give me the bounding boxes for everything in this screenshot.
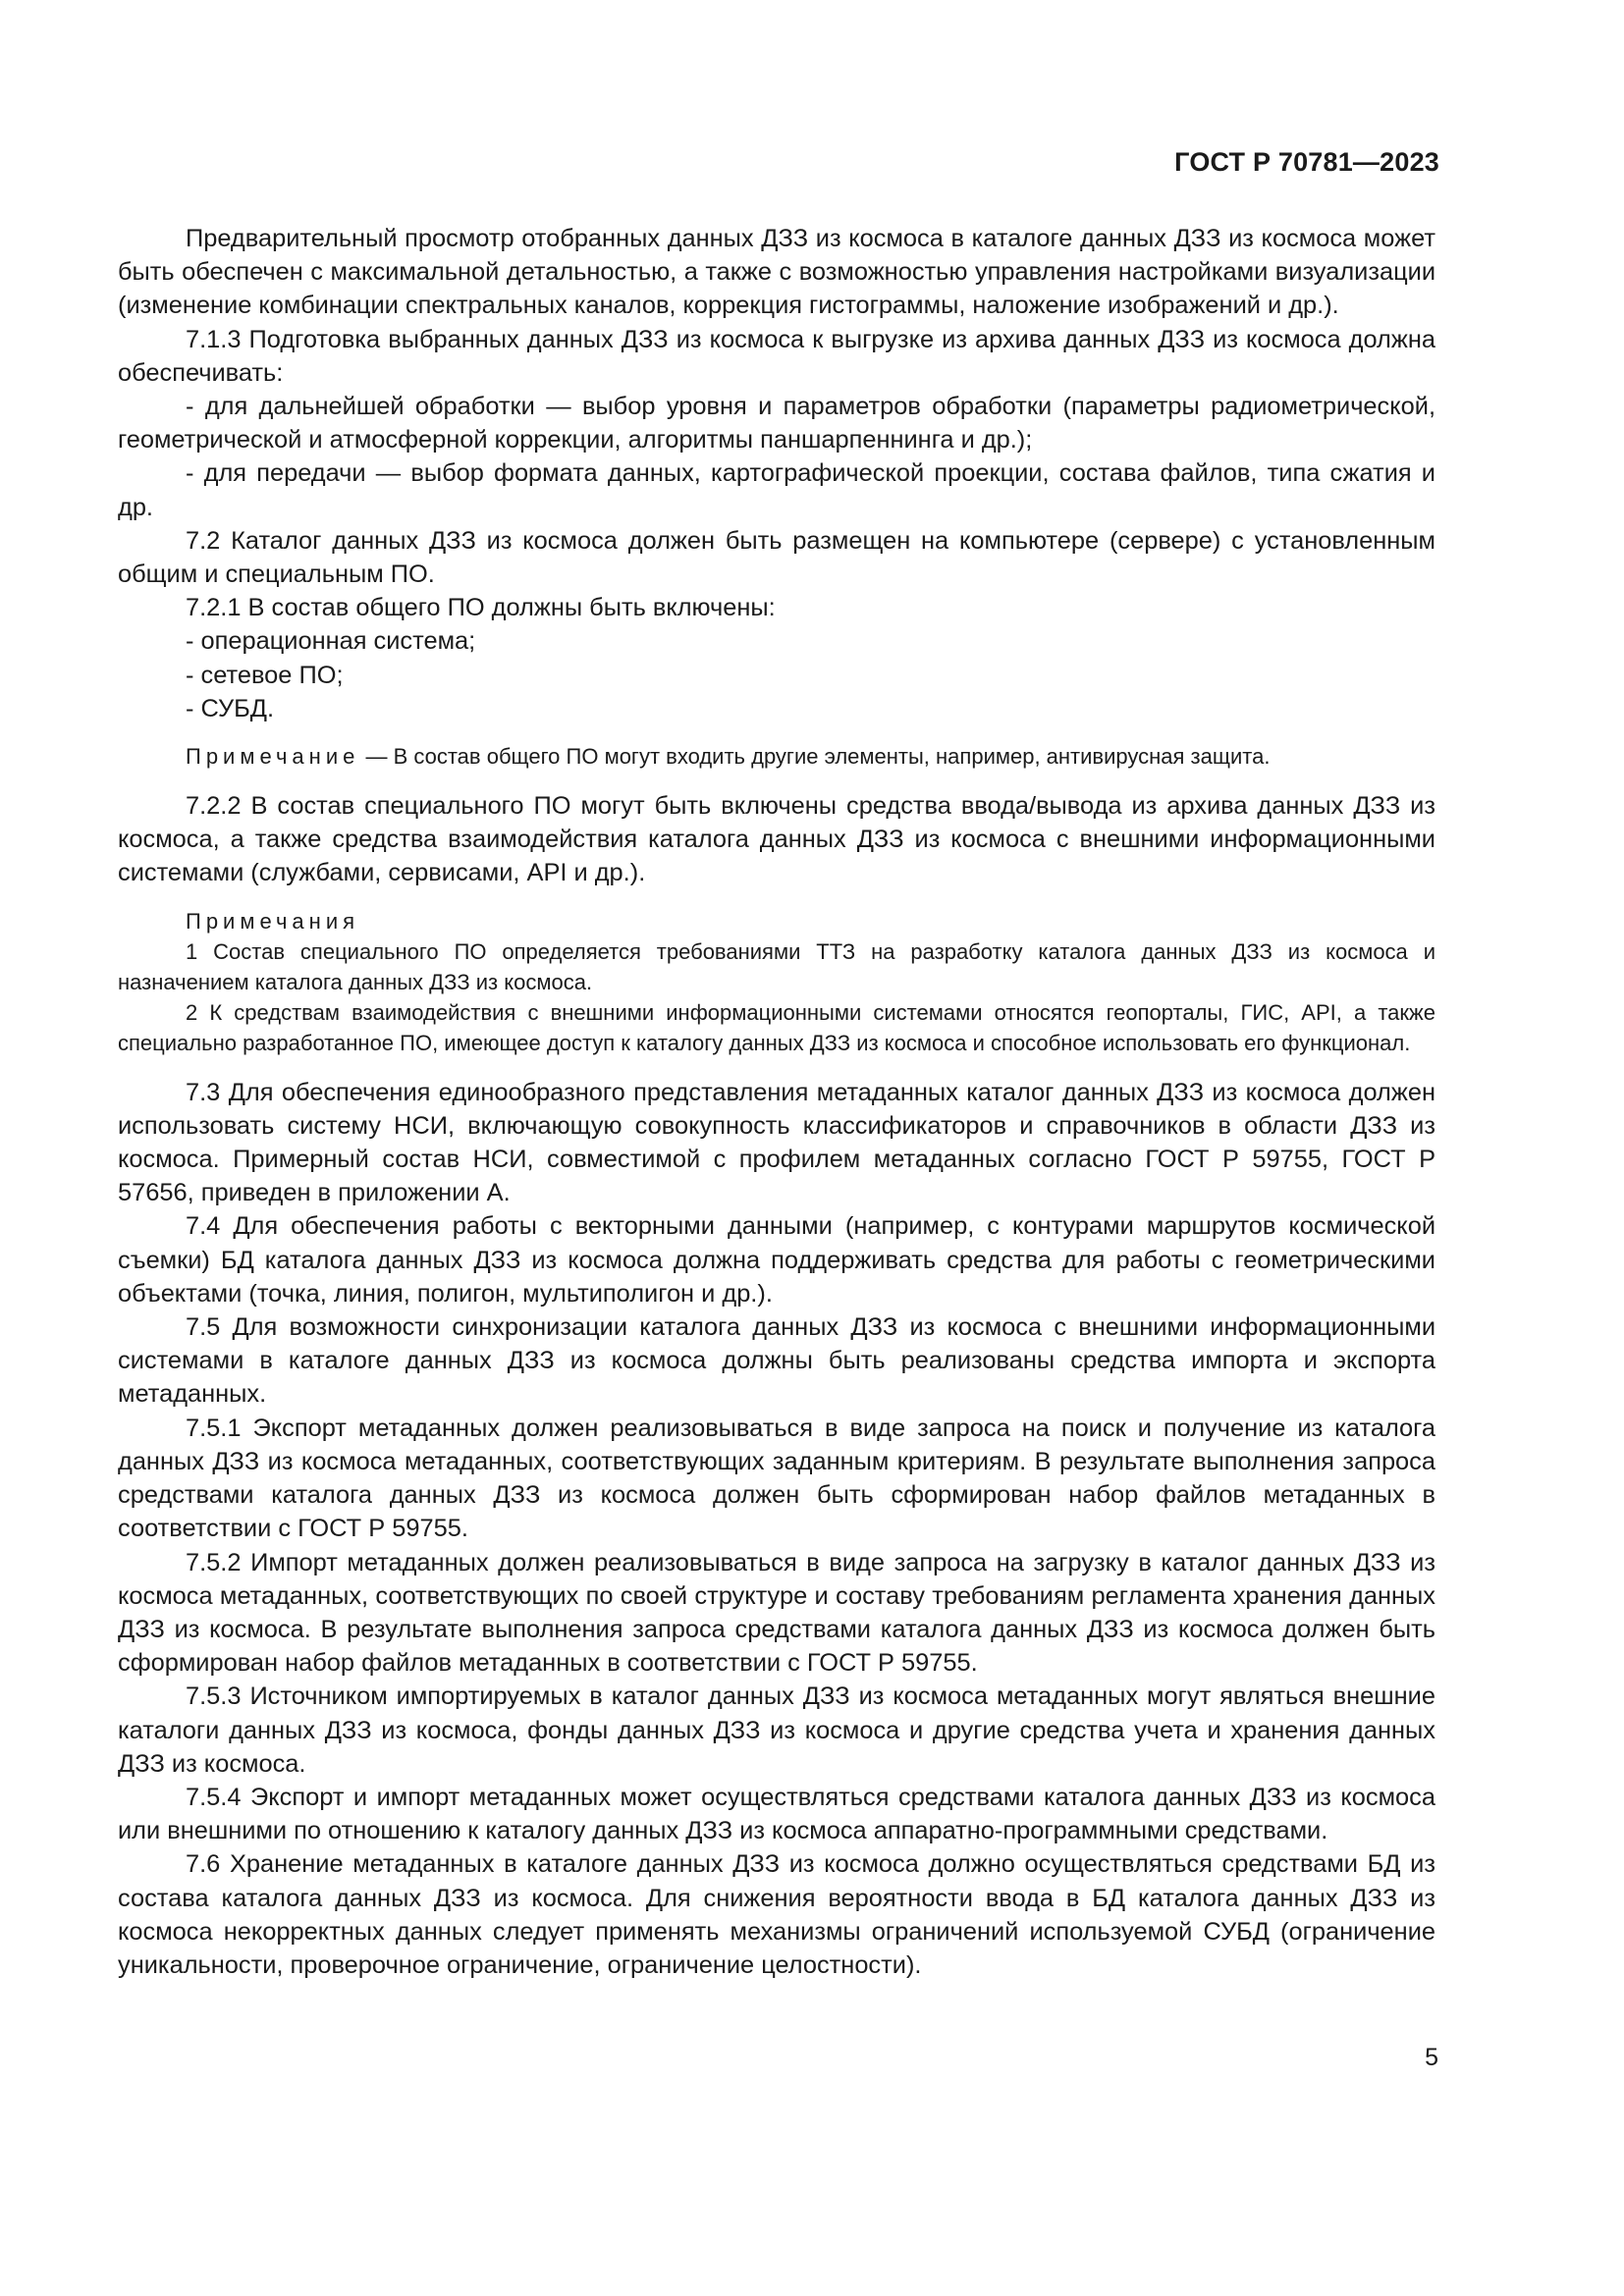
notes-title: Примечания (186, 908, 360, 934)
list-item-network: - сетевое ПО; (186, 661, 344, 689)
list-item-dbms: - СУБД. (186, 694, 275, 722)
list-item-transfer: - для передачи — выбор формата данных, картографической проекции, состава файлов, типа сжатия и др. (118, 459, 1435, 521)
document-body (118, 222, 1435, 1982)
paragraph-7-5-3: 7.5.3 Источником импортируемых в каталог данных ДЗЗ из космоса метаданных могут являться внешние каталоги данных ДЗЗ из космоса, фонды данных ДЗЗ из космоса и другие средства учета и хранения данных ДЗЗ из космоса. (118, 1682, 1435, 1778)
paragraph-7-2-2: 7.2.2 В состав специального ПО могут быть включены средства ввода/вывода из архива данных ДЗЗ из космоса, а также средства взаимодействия каталога данных ДЗЗ из космоса с внешними информационными системами (службами, сервисами, API и др.). (118, 792, 1435, 887)
paragraph-7-5-2: 7.5.2 Импорт метаданных должен реализовываться в виде запроса на загрузку в каталог данных ДЗЗ из космоса метаданных, соответствующих по своей структуре и составу требованиям регламента хранения данных ДЗЗ из космоса. В результате выполнения запроса средствами каталога данных ДЗЗ из космоса должен быть сформирован набор файлов метаданных в соответствии с ГОСТ Р 59755. (118, 1548, 1435, 1678)
paragraph-7-4: 7.4 Для обеспечения работы с векторными данными (например, с контурами маршрутов космической съемки) БД каталога данных ДЗЗ из космоса должна поддерживать средства для работы с геометрическими объектами (точка, линия, полигон, мультиполигон и др.). (118, 1212, 1435, 1308)
document-id-header: ГОСТ Р 70781—2023 (1174, 147, 1439, 177)
list-item-os: - операционная система; (186, 627, 476, 656)
paragraph-7-5: 7.5 Для возможности синхронизации каталога данных ДЗЗ из космоса с внешними информационными системами в каталоге данных ДЗЗ из космоса должны быть реализованы средства импорта и экспорта метаданных. (118, 1313, 1435, 1409)
note-label: Примечание (186, 744, 360, 770)
paragraph-7-2-1: 7.2.1 В состав общего ПО должны быть включены: (186, 594, 776, 622)
page-number: 5 (1425, 2044, 1438, 2071)
list-item-processing: - для дальнейшей обработки — выбор уровня и параметров обработки (параметры радиометрической, геометрической и атмосферной коррекции, алгоритмы паншарпеннинга и др.); (118, 393, 1435, 454)
paragraph-7-1-3: 7.1.3 Подготовка выбранных данных ДЗЗ из космоса к выгрузке из архива данных ДЗЗ из космоса должна обеспечивать: (118, 325, 1435, 387)
paragraph-7-5-1: 7.5.1 Экспорт метаданных должен реализовываться в виде запроса на поиск и получение из каталога данных ДЗЗ из космоса метаданных, соответствующих заданным критериям. В результате выполнения запроса средствами каталога данных ДЗЗ из космоса должен быть сформирован набор файлов метаданных в соответствии с ГОСТ Р 59755. (118, 1414, 1435, 1543)
paragraph-7-6: 7.6 Хранение метаданных в каталоге данных ДЗЗ из космоса должно осуществляться средствами БД из состава каталога данных ДЗЗ из космоса. Для снижения вероятности ввода в БД каталога данных ДЗЗ из космоса некорректных данных следует применять механизмы ограничений используемой СУБД (ограничение уникальности, проверочное ограничение, ограничение целостности). (118, 1850, 1435, 1979)
paragraph-7-5-4: 7.5.4 Экспорт и импорт метаданных может осуществляться средствами каталога данных ДЗЗ из космоса или внешними по отношению к каталогу данных ДЗЗ из космоса аппаратно-программными средствами. (118, 1783, 1435, 1845)
note-body: — В состав общего ПО могут входить другие элементы, например, антивирусная защита. (365, 744, 1271, 770)
note-general-software (118, 741, 1435, 772)
notes-special-software (118, 906, 1435, 1058)
note-text (118, 741, 1435, 772)
paragraph-preview: Предварительный просмотр отобранных данных ДЗЗ из космоса в каталоге данных ДЗЗ из космоса может быть обеспечен с максимальной детальностью, а также с возможностью управления настройками визуализации (изменение комбинации спектральных каналов, коррекция гистограммы, наложение изображений и др.). (118, 225, 1435, 320)
paragraph-7-3: 7.3 Для обеспечения единообразного представления метаданных каталог данных ДЗЗ из космоса должен использовать систему НСИ, включающую совокупность классификаторов и справочников в области ДЗЗ из космоса. Примерный состав НСИ, совместимой с профилем метаданных согласно ГОСТ Р 59755, ГОСТ Р 57656, приведен в приложении А. (118, 1078, 1435, 1207)
note-item-2: 2 К средствам взаимодействия с внешними информационными системами относятся геопорталы, ГИС, API, а также специально разработанное ПО, имеющее доступ к каталогу данных ДЗЗ из космоса и способное использовать его функционал. (118, 999, 1435, 1055)
note-item-1: 1 Состав специального ПО определяется требованиями ТТЗ на разработку каталога данных ДЗЗ из космоса и назначением каталога данных ДЗЗ из космоса. (118, 938, 1435, 994)
paragraph-7-2: 7.2 Каталог данных ДЗЗ из космоса должен быть размещен на компьютере (сервере) с установленным общим и специальным ПО. (118, 526, 1435, 589)
